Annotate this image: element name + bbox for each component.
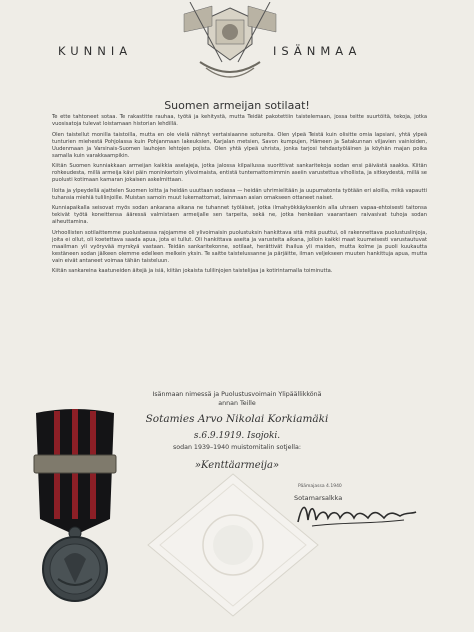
paragraph: Kunniapaikalla seisovat myös sodan ankarana aikana ne tuhannet työläiset, jotka ilmahyökkäyksenkin alla uhraen vapaa-ehtoisesti taitonsa tekivät työtä koneittensa ääressä valmistaen armeijalle sen tarpeita, sekä ne, jotka henkeäan vaarantaen raivasivat tuhoja sodan aiheuttamina. [52,205,427,225]
order-of-the-day-text [52,114,427,279]
signature-mark [292,492,422,532]
paragraph: Te ette tahtoneet sotaa. Te rakastitte rauhaa, työtä ja kehitystä, mutta Teidät pakotettiin taistelemaan, jossa teitte suurtöitä, tekoja, jotka vuosisatoja tulevat loistamaan historian lehdillä. [52,114,427,127]
motto-left: KUNNIA [58,44,133,58]
paragraph: Olen taistellut monilla taistoilla, mutta en ole vielä nähnyt vertaisiaanne sotureita. Olen ylpeä Teistä kuin olisitte omia lapsiani, yhtä ylpeä tunturien miehestä Pohjolassa kuin Pohjanmaan lakeuksien, Karjalan metsien, Savon kumpujen, Hämeen ja Satakunnan viljavien vainioiden, Uudenmaan ja Varsinais-Suomen lauhojen lehtojen pojista. Olen yhtä ylpeä uhrista, jonka tarjosi tehdastyöläinen ja köyhän majan poika samalla kuin varakkaampikin. [52,131,427,159]
recipient-birth: s.6.9.1919. Isojoki. [193,431,281,441]
paragraph: Kiitän sankareina kaatuneiden äitejä ja isiä, kiitän jokaista tulilinjojen taistelijaa ja kotirintamalla toiminutta. [52,268,333,274]
intro-line-2: annan Teille [218,400,256,407]
medal-title: »Kenttäarmeija» [194,460,280,471]
award-intro [0,390,474,408]
place-date: Päämajassa 4.1940 [298,484,342,489]
paragraph: Kiitän Suomen kunniakkaan armeijan kaikkia aselajeja, jotka jalossa kilpailussa suorittivat sankaritekoja sodan ensi päivästä saakka. Kiitän rohkeudesta, millä armeija kävi päin moninkertoin ylivoimaista, entistä tuntemattomimmin aseiin varustettua vihollista, ja sitkeydestä, millä se puolusti kotimaan kamaran jokaisen askelmittaan. [52,163,427,183]
paragraph: Urhoollisten sotilaittemme puolustaessa rajojamme oli ylivoimaisin puolustuksin hankittava sitä mitä puuttui, oli rakennettava puolustuslinjoja, joita ei ollut, oli koetettava saada apua, jota ei tullut. Oli hankittava aseita ja varusteita aikana, jolloin kaikki maat kuumeisesti varustautuvat maailman yli vyöryvää myrskyä vastaan. Teidän sankaritekonne, sotilaat, herättivät ihailua yli maiden, mutta kolme ja puoli kuukautta kestäneen sodan jälkeen olemme edelleen melkein yksin. Te saitte taistelussanne ja pärjäitte, ilman veljekseen muuten hankittuja apua, mutta vain eivät antaneet voimaa tähän taisteluun. [52,229,427,264]
paragraph: Iloita ja ylpeydellä ajattelen Suomen loitta ja heidän uuuttaan sodassa — heidän uhrimielitään ja uupumatonta työtään eri aloilla, mikä vapautti tuhansia miehiä tulilinjoille. Muistan samoin muut lukemattomat, lainmaan asian omakseen ottaneet naiset. [52,187,427,201]
greeting-heading: Suomen armeijan sotilaat! [164,99,310,112]
coat-of-arms-icon [182,2,278,84]
intro-line-1: Isänmaan nimessä ja Puolustusvoimain Ylipäällikkönä [152,391,322,398]
motto-right: ISÄNMAA [273,44,362,58]
war-medal-line: sodan 1939–1940 muistomitalin sotjella: [172,444,302,451]
signer-rank: Sotamarsalkka [294,494,343,502]
recipient-name: Sotamies Arvo Nikolai Korkiamäki [145,413,329,425]
war-medal [28,407,122,607]
